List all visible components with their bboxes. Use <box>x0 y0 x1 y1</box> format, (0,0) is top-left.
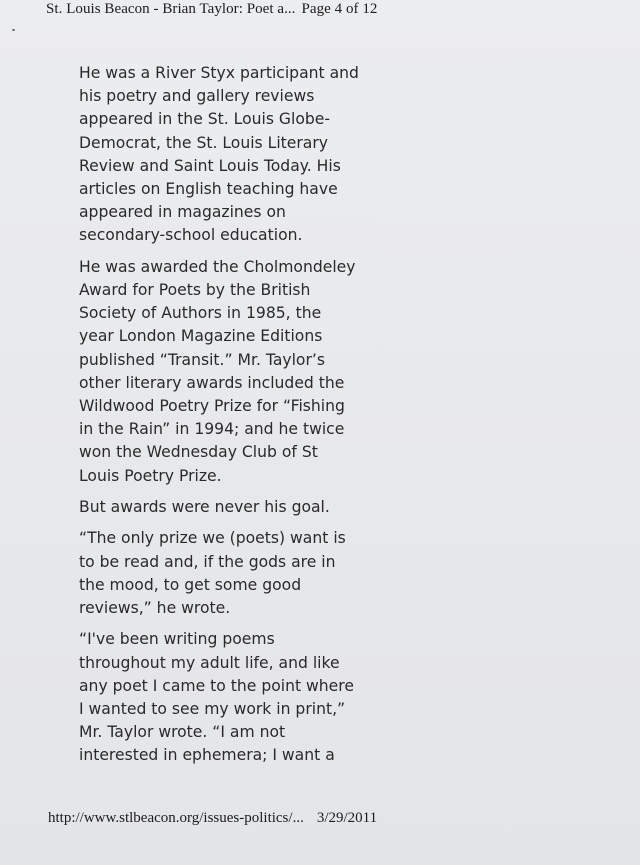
text-line: year London Magazine Editions <box>79 327 323 346</box>
text-line: Review and Saint Louis Today. His <box>79 156 341 175</box>
text-line: But awards were never his goal. <box>79 498 330 517</box>
footer-date: 3/29/2011 <box>316 810 378 826</box>
text-line: Mr. Taylor wrote. “I am not <box>79 723 286 742</box>
text-line: interested in ephemera; I want a <box>79 746 335 765</box>
text-line: to be read and, if the gods are in <box>79 552 336 571</box>
text-line: Society of Authors in 1985, the <box>79 304 322 323</box>
paragraph-5 <box>79 628 379 767</box>
text-line: Award for Poets by the British <box>79 281 311 300</box>
text-line: any poet I came to the point where <box>79 676 354 695</box>
paragraph-2 <box>79 256 379 488</box>
text-line: the mood, to get some good <box>79 575 302 594</box>
text-line: Wildwood Poetry Prize for “Fishing <box>79 397 345 416</box>
text-line: “I've been writing poems <box>79 630 275 649</box>
text-line: articles on English teaching have <box>79 180 338 199</box>
text-line: I wanted to see my work in print,” <box>79 700 346 719</box>
text-line: his poetry and gallery reviews <box>79 87 315 106</box>
text-line: He was a River Styx participant and <box>79 64 359 82</box>
print-header <box>46 1 378 18</box>
text-line: won the Wednesday Club of St <box>79 443 318 462</box>
scan-speck <box>12 29 15 31</box>
print-footer <box>48 810 377 827</box>
text-line: in the Rain” in 1994; and he twice <box>79 420 345 439</box>
text-line: Louis Poetry Prize. <box>79 466 222 485</box>
text-line: secondary-school education. <box>79 226 303 245</box>
header-title: St. Louis Beacon - Brian Taylor: Poet a... <box>46 1 296 17</box>
paragraph-3 <box>79 496 379 519</box>
footer-url: http://www.stlbeacon.org/issues-politics/... <box>48 810 304 826</box>
text-line: Democrat, the St. Louis Literary <box>79 133 328 152</box>
text-line: appeared in the St. Louis Globe- <box>79 110 330 129</box>
paragraph-1 <box>79 62 379 248</box>
text-line: throughout my adult life, and like <box>79 653 340 672</box>
text-line: reviews,” he wrote. <box>79 599 231 618</box>
header-page-number: Page 4 of 12 <box>301 1 378 17</box>
article-body <box>79 62 379 776</box>
text-line: other literary awards included the <box>79 373 345 392</box>
text-line: published “Transit.” Mr. Taylor’s <box>79 350 325 369</box>
text-line: “The only prize we (poets) want is <box>79 529 346 548</box>
text-line: appeared in magazines on <box>79 203 286 222</box>
text-line: He was awarded the Cholmondeley <box>79 257 356 276</box>
paragraph-4 <box>79 527 379 620</box>
